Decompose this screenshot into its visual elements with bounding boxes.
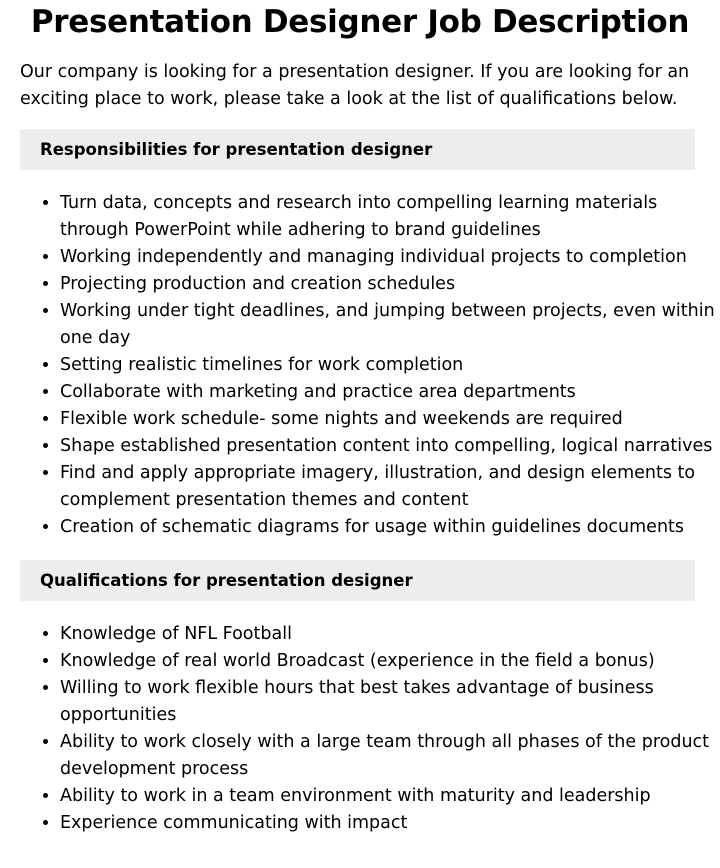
- list-item: • Working independently and managing individual projects to completion: [60, 244, 720, 271]
- list-item: • Find and apply appropriate imagery, illustration, and design elements to complement presentation themes and content: [60, 460, 720, 514]
- list-item: • Ability to work in a team environment with maturity and leadership: [60, 783, 720, 810]
- intro-paragraph: Our company is looking for a presentation designer. If you are looking for an exciting place to work, please take a look at the list of qualifications below.: [20, 62, 690, 109]
- list-item: • Creation of schematic diagrams for usage within guidelines documents: [60, 514, 720, 541]
- qualifications-heading: Qualifications for presentation designer: [20, 560, 695, 601]
- list-item: • Flexible work schedule- some nights and weekends are required: [60, 406, 720, 433]
- list-item: • Working under tight deadlines, and jumping between projects, even within one day: [60, 298, 720, 352]
- list-item: • Shape established presentation content into compelling, logical narratives: [60, 433, 720, 460]
- list-item: • Knowledge of NFL Football: [60, 621, 720, 648]
- list-item: • Knowledge of real world Broadcast (experience in the field a bonus): [60, 648, 720, 675]
- list-item: • Collaborate with marketing and practice area departments: [60, 379, 720, 406]
- list-item: • Setting realistic timelines for work completion: [60, 352, 720, 379]
- responsibilities-heading: Responsibilities for presentation designer: [20, 129, 695, 170]
- list-item: • Projecting production and creation schedules: [60, 271, 720, 298]
- list-item: • Turn data, concepts and research into compelling learning materials through PowerPoint while adhering to brand guidelines: [60, 190, 720, 244]
- list-item: • Experience communicating with impact: [60, 810, 720, 837]
- list-item: • Ability to work closely with a large team through all phases of the product development process: [60, 729, 720, 783]
- qualifications-list: [20, 621, 720, 837]
- responsibilities-list: [20, 190, 720, 541]
- list-item: • Willing to work flexible hours that best takes advantage of business opportunities: [60, 675, 720, 729]
- page-title: Presentation Designer Job Description: [30, 4, 690, 40]
